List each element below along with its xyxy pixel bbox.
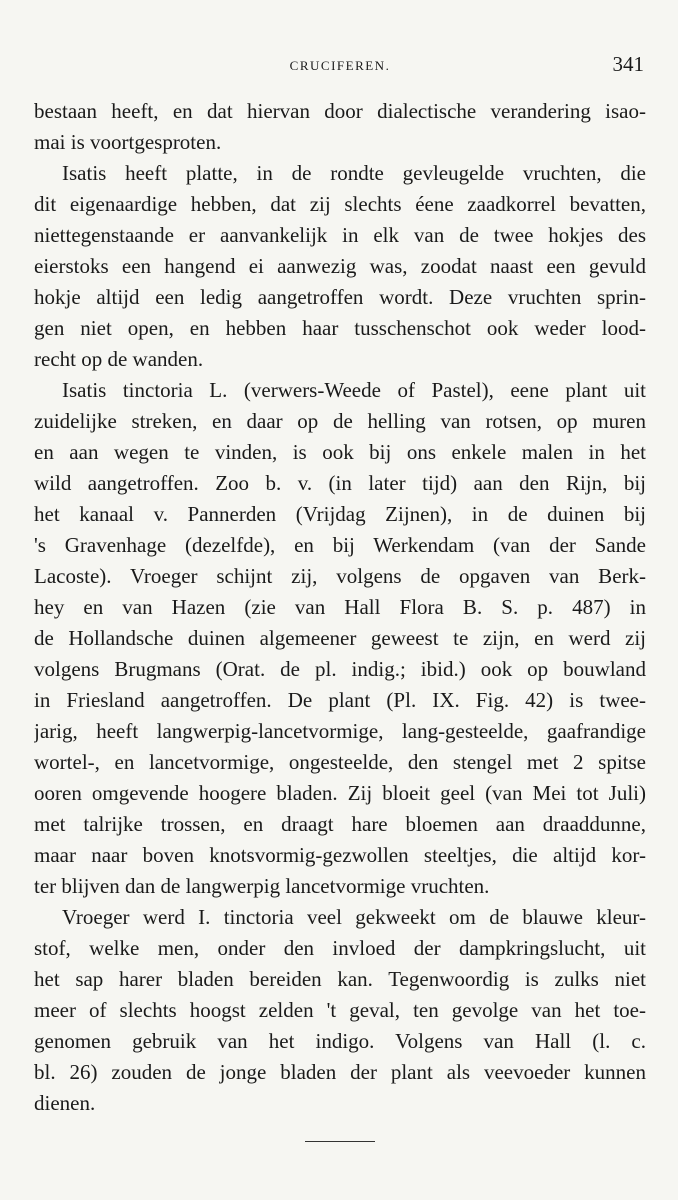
body-text — [34, 96, 646, 1119]
text-line: stof, welke men, onder den invloed der dampkringslucht, uit — [34, 936, 646, 960]
text-line: wortel-, en lancetvormige, ongesteelde, den stengel met 2 spitse — [34, 750, 646, 774]
text-line: Isatis tinctoria L. (verwers-Weede of Pastel), eene plant uit — [62, 378, 646, 402]
text-line: eierstoks een hangend ei aanwezig was, zoodat naast een gevuld — [34, 254, 646, 278]
text-line: recht op de wanden. — [34, 347, 204, 371]
text-line: jarig, heeft langwerpig-lancetvormige, lang-gesteelde, gaafrandige — [34, 719, 646, 743]
text-line: Lacoste). Vroeger schijnt zij, volgens de opgaven van Berk- — [34, 564, 646, 588]
text-line: met talrijke trossen, en draagt hare bloemen aan draaddunne, — [34, 812, 646, 836]
end-rule — [305, 1141, 375, 1142]
text-line: volgens Brugmans (Orat. de pl. indig.; ibid.) ook op bouwland — [34, 657, 646, 681]
text-line: het kanaal v. Pannerden (Vrijdag Zijnen), in de duinen bij — [34, 502, 646, 526]
text-line: meer of slechts hoogst zelden 't geval, ten gevolge van het toe- — [34, 998, 646, 1022]
text-line: hey en van Hazen (zie van Hall Flora B. S. p. 487) in — [34, 595, 646, 619]
text-line: de Hollandsche duinen algemeener geweest te zijn, en werd zij — [34, 626, 646, 650]
text-line: genomen gebruik van het indigo. Volgens van Hall (l. c. — [34, 1029, 646, 1053]
text-line: in Friesland aangetroffen. De plant (Pl. IX. Fig. 42) is twee- — [34, 688, 646, 712]
running-title: CRUCIFEREN. — [289, 58, 391, 73]
text-line: Isatis heeft platte, in de rondte gevleugelde vruchten, die — [62, 161, 646, 185]
text-line: bestaan heeft, en dat hiervan door dialectische verandering isao- — [34, 99, 646, 123]
text-line: dit eigenaardige hebben, dat zij slechts éene zaadkorrel bevatten, — [34, 192, 646, 216]
text-line: ooren omgevende hoogere bladen. Zij bloeit geel (van Mei tot Juli) — [34, 781, 646, 805]
text-line: hokje altijd een ledig aangetroffen wordt. Deze vruchten sprin- — [34, 285, 646, 309]
running-head — [34, 52, 646, 88]
text-line: gen niet open, en hebben haar tusschenschot ook weder lood- — [34, 316, 646, 340]
text-line: niettegenstaande er aanvankelijk in elk van de twee hokjes des — [34, 223, 646, 247]
text-line: mai is voortgesproten. — [34, 130, 222, 154]
text-line: het sap harer bladen bereiden kan. Tegenwoordig is zulks niet — [34, 967, 646, 991]
text-line: 's Gravenhage (dezelfde), en bij Werkendam (van der Sande — [34, 533, 646, 557]
page-number: 341 — [612, 52, 644, 76]
text-line: ter blijven dan de langwerpig lancetvormige vruchten. — [34, 874, 490, 898]
text-line: wild aangetroffen. Zoo b. v. (in later tijd) aan den Rijn, bij — [34, 471, 646, 495]
page — [34, 52, 646, 1172]
text-line: bl. 26) zouden de jonge bladen der plant als veevoeder kunnen — [34, 1060, 646, 1084]
text-line: en aan wegen te vinden, is ook bij ons enkele malen in het — [34, 440, 646, 464]
text-line: Vroeger werd I. tinctoria veel gekweekt om de blauwe kleur- — [62, 905, 646, 929]
text-line: maar naar boven knotsvormig-gezwollen steeltjes, die altijd kor- — [34, 843, 646, 867]
text-line: dienen. — [34, 1091, 96, 1115]
text-line: zuidelijke streken, en daar op de helling van rotsen, op muren — [34, 409, 646, 433]
